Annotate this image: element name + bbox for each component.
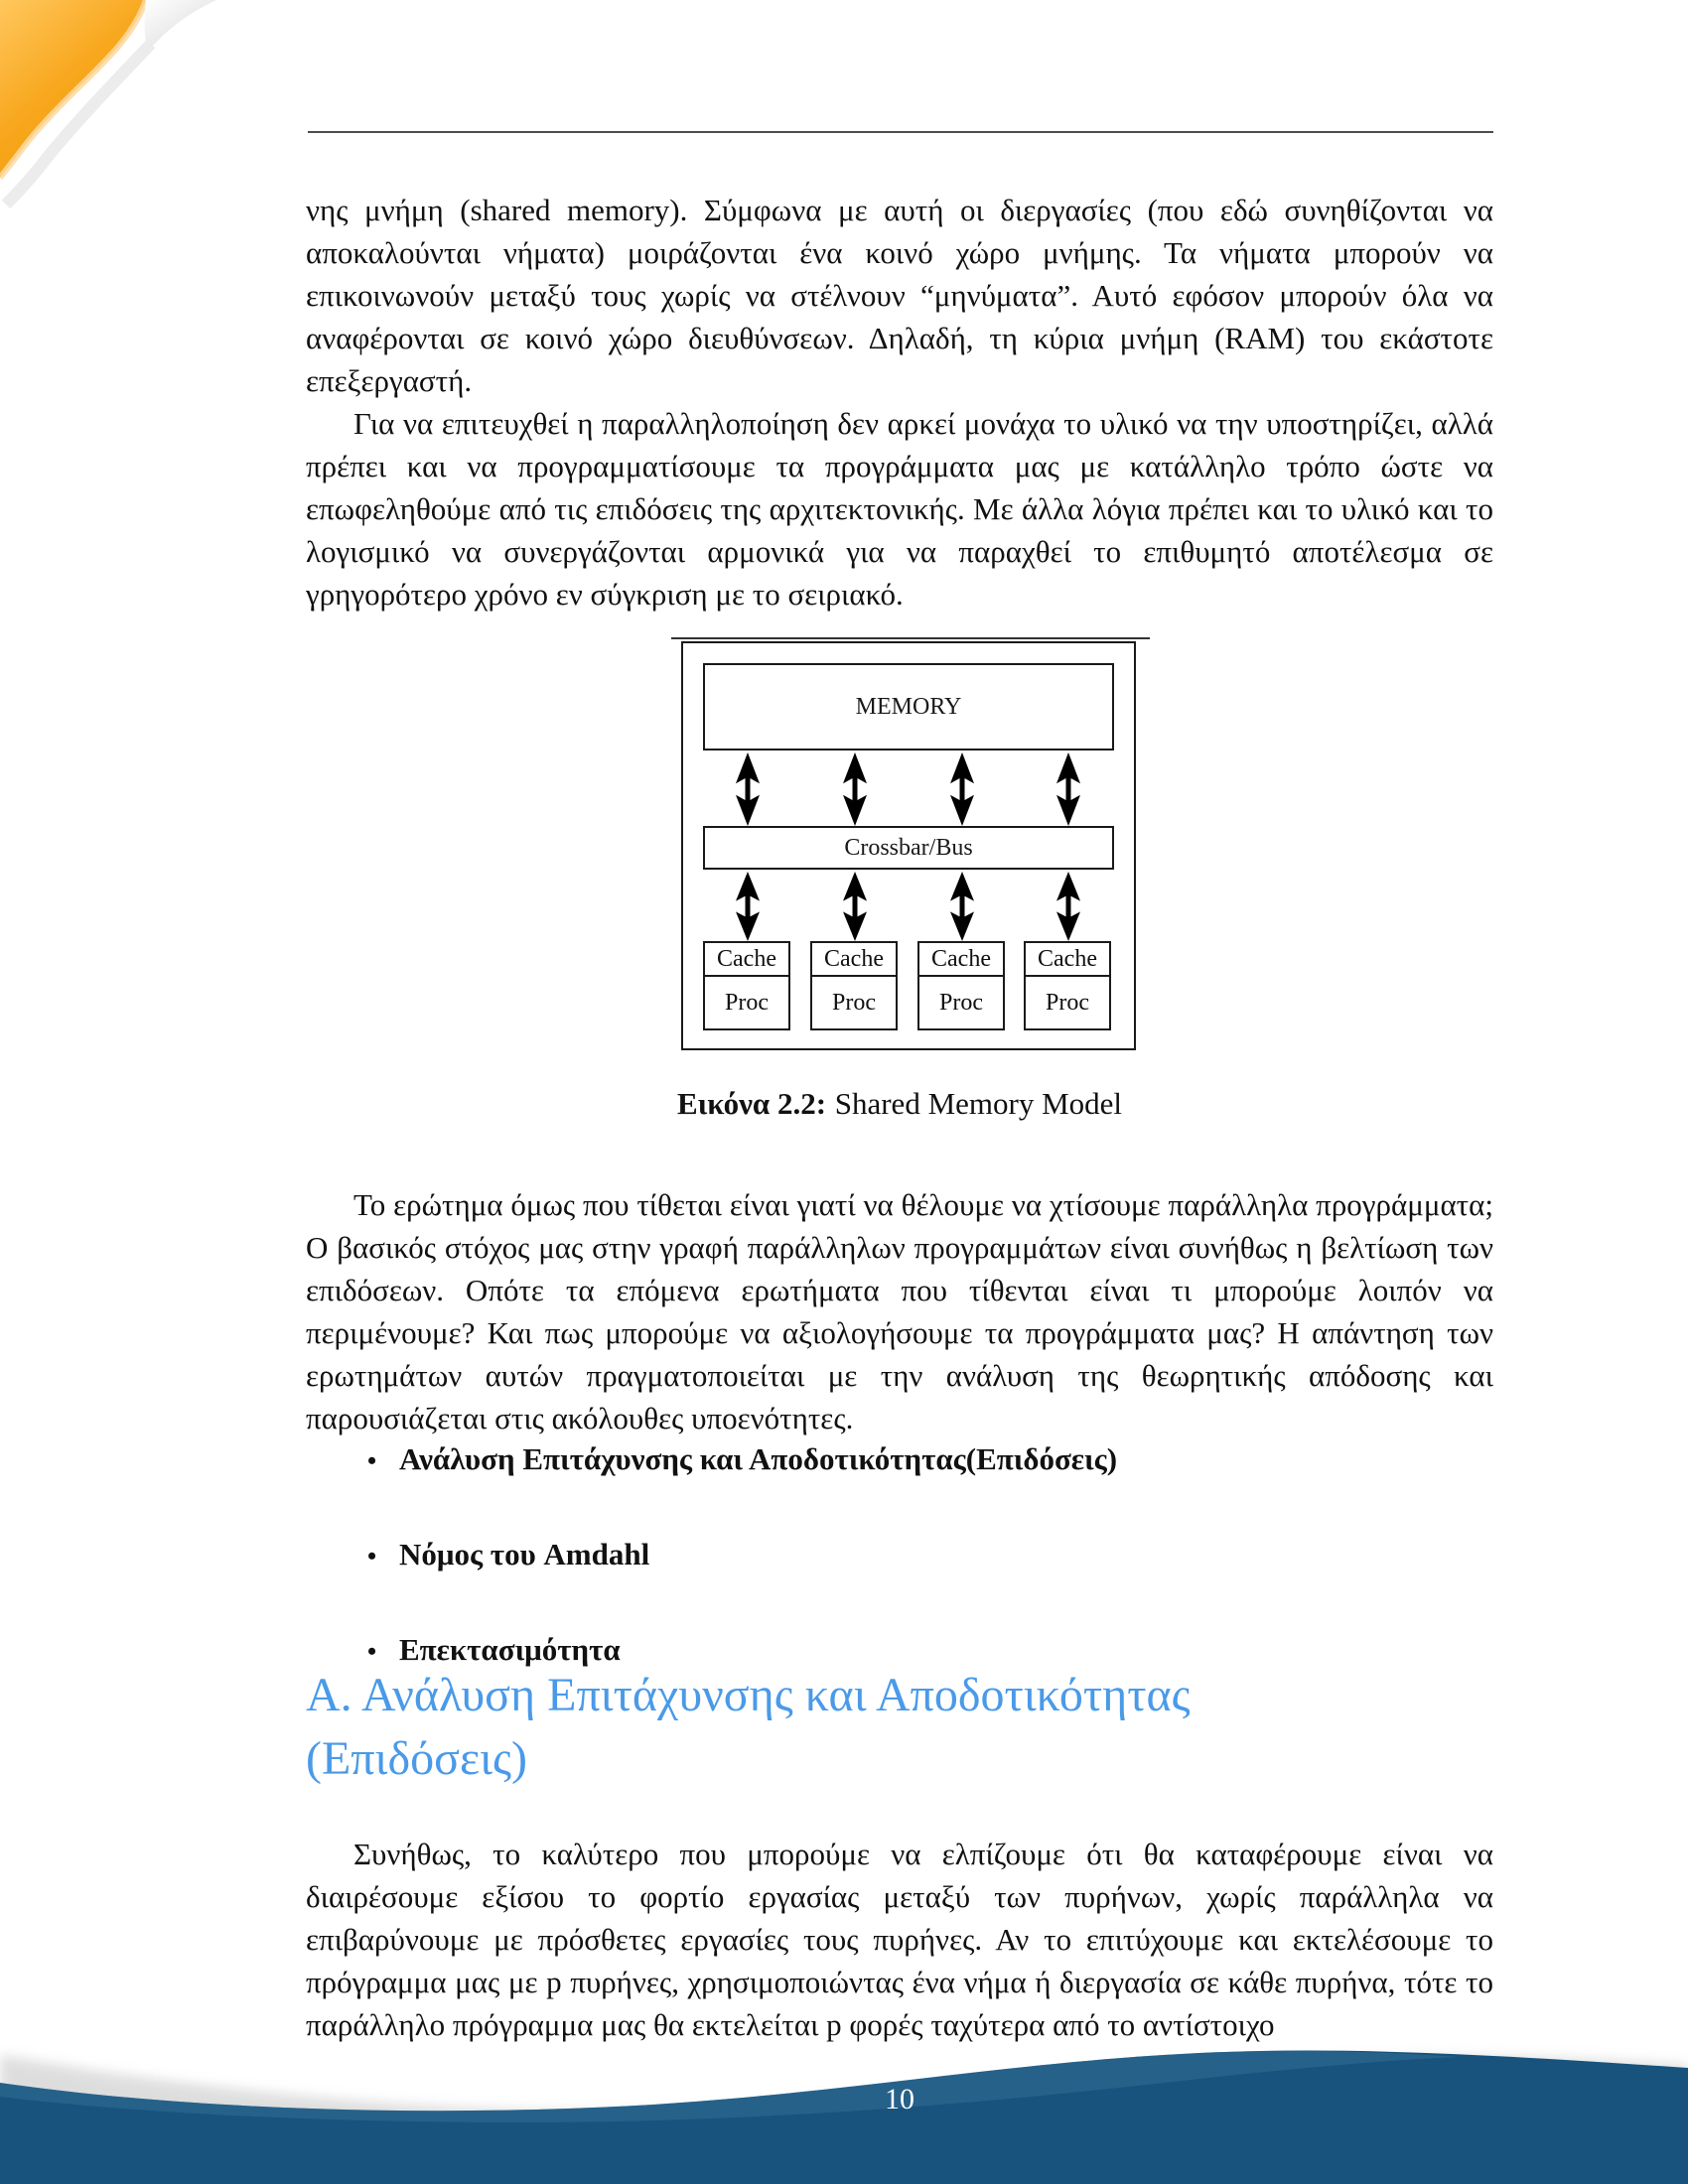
section-heading	[306, 1664, 1493, 1791]
page-number: 10	[885, 2083, 914, 2116]
double-arrow-icon	[733, 752, 763, 826]
figure-top-border-line	[671, 637, 1150, 639]
list-item	[306, 1533, 1493, 1577]
cache-label: Cache	[1026, 943, 1109, 977]
paragraph-why-parallel: Το ερώτημα όμως που τίθεται είναι γιατί να θέλουμε να χτίσουμε παράλληλα προγράμματα; Ο βασικός στόχος μας στην γραφή παράλληλων προγραμμάτων είναι συνήθως η βελτίωση των επιδόσεων. Οπότε τα επόμενα ερωτήματα που τίθενται είναι τι μπορούμε λοιπόν να περιμένουμε? Και πως μπορούμε να αξιολογήσουμε τα προγράμματα μας? Η απάντηση των ερωτημάτων αυτών πραγματοποιείται με την ανάλυση της θεωρητικής απόδοσης και παρουσιάζεται στις ακόλουθες υποενότητες.	[306, 1187, 1493, 1435]
section-heading-line1: Α. Ανάλυση Επιτάχυνσης και Αποδοτικότητας	[306, 1669, 1191, 1721]
proc-label: Proc	[725, 989, 769, 1016]
double-arrow-icon	[840, 872, 870, 941]
cache-proc-unit	[917, 941, 1005, 1030]
wave-blue	[0, 2051, 1688, 2184]
crossbar-bus-box	[703, 826, 1114, 870]
bullet-icon: •	[367, 1542, 377, 1570]
double-arrow-icon	[733, 872, 763, 941]
figure-caption	[306, 1086, 1493, 1122]
memory-label: MEMORY	[855, 693, 962, 720]
paragraph-shared-memory: νης μνήμη (shared memory). Σύμφωνα με αυτή οι διεργασίες (που εδώ συνηθίζονται να αποκαλούνται νήματα) μοιράζονται ένα κοινό χώρο μνήμης. Τα νήματα μπορούν να επικοινωνούν μεταξύ τους χωρίς να στέλνουν “μηνύματα”. Αυτό εφόσον μπορούν όλα να αναφέρονται σε κοινό χώρο διευθύνσεων. Δηλαδή, τη κύρια μνήμη (RAM) του εκάστοτε επεξεργαστή.	[306, 193, 1493, 398]
figure-shared-memory-diagram	[681, 641, 1136, 1050]
bullet-text: Νόμος του Amdahl	[399, 1537, 650, 1571]
bullet-icon: •	[367, 1446, 377, 1475]
cache-label: Cache	[919, 943, 1003, 977]
cache-proc-unit	[1024, 941, 1111, 1030]
paragraph-parallelization: Για να επιτευχθεί η παραλληλοποίηση δεν αρκεί μονάχα το υλικό να την υποστηρίζει, αλλά πρέπει και να προγραμματίσουμε τα προγράμματα μας με κατάλληλο τρόπο ώστε να επωφεληθούμε από τις επιδόσεις της αρχιτεκτονικής. Με άλλα λόγια πρέπει και το υλικό και το λογισμικό να συνεργάζονται αρμονικά για να παραχθεί το επιθυμητό αποτέλεσμα σε γρηγορότερο χρόνο εν σύγκριση με το σειριακό.	[306, 406, 1493, 612]
paragraph-speedup: Συνήθως, το καλύτερο που μπορούμε να ελπίζουμε ότι θα καταφέρουμε είναι να διαιρέσουμε εξίσου το φορτίο εργασίας μεταξύ των πυρήνων, χωρίς παράλληλα να επιβαρύνουμε με πρόσθετες εργασίες τους πυρήνες. Αν το επιτύχουμε και εκτελέσουμε το πρόγραμμα μας με p πυρήνες, χρησιμοποιώντας ένα νήμα ή διεργασία σε κάθε πυρήνα, τότε το παράλληλο πρόγραμμα μας θα εκτελείται p φορές ταχύτερα από το αντίστοιχο	[306, 1837, 1493, 2042]
figure-caption-text: Shared Memory Model	[834, 1086, 1123, 1121]
cache-proc-unit	[810, 941, 898, 1030]
page-curl-decoration	[0, 0, 238, 208]
double-arrow-icon	[840, 752, 870, 826]
double-arrow-icon	[1054, 872, 1083, 941]
cache-label: Cache	[812, 943, 896, 977]
bullet-text: Ανάλυση Επιτάχυνσης και Αποδοτικότητας(Επιδόσεις)	[399, 1441, 1118, 1476]
double-arrow-icon	[947, 872, 977, 941]
figure-caption-label: Εικόνα 2.2:	[676, 1086, 827, 1121]
proc-label: Proc	[1046, 989, 1089, 1016]
double-arrow-icon	[947, 752, 977, 826]
header-rule	[308, 131, 1493, 133]
section-heading-line2: (Επιδόσεις)	[306, 1732, 528, 1785]
proc-label: Proc	[939, 989, 983, 1016]
white-fold	[145, 0, 217, 48]
cache-proc-unit	[703, 941, 790, 1030]
memory-box	[703, 663, 1114, 751]
proc-label: Proc	[832, 989, 876, 1016]
bullet-icon: •	[367, 1637, 377, 1666]
bullet-text: Επεκτασιμότητα	[399, 1632, 621, 1667]
double-arrow-icon	[1054, 752, 1083, 826]
crossbar-bus-label: Crossbar/Bus	[844, 834, 973, 861]
list-item	[306, 1437, 1493, 1482]
cache-label: Cache	[705, 943, 788, 977]
